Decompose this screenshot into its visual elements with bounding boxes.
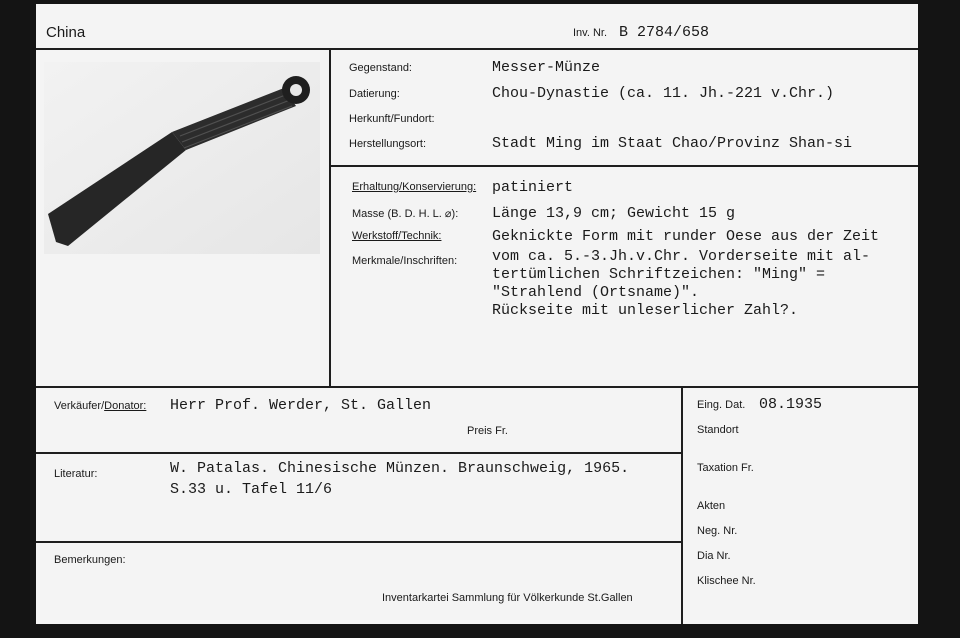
donator-label: Donator: bbox=[104, 400, 147, 412]
acquisition-divider bbox=[36, 452, 681, 454]
description-line: Geknickte Form mit runder Oese aus der Zeit bbox=[492, 228, 880, 245]
gegenstand-value: Messer-Münze bbox=[492, 59, 601, 76]
literature-divider bbox=[36, 541, 681, 543]
description-line: vom ca. 5.-3.Jh.v.Chr. Vorderseite mit al- bbox=[492, 248, 871, 265]
literatur-label: Literatur: bbox=[54, 468, 98, 480]
inv-number: B 2784/658 bbox=[619, 24, 710, 41]
neg-nr-label: Neg. Nr. bbox=[697, 525, 738, 537]
klischee-nr-label: Klischee Nr. bbox=[697, 575, 756, 587]
dia-nr-label: Dia Nr. bbox=[697, 550, 731, 562]
right-column-divider bbox=[681, 386, 683, 624]
preis-label: Preis Fr. bbox=[467, 425, 508, 437]
herkunft-label: Herkunft/Fundort: bbox=[349, 113, 435, 125]
photo-divider bbox=[329, 48, 331, 388]
description-line: Rückseite mit unleserlicher Zahl?. bbox=[492, 302, 799, 319]
masse-label: Masse (B. D. H. L. ⌀): bbox=[352, 208, 459, 220]
object-divider bbox=[329, 165, 918, 167]
taxation-label: Taxation Fr. bbox=[697, 462, 754, 474]
verkaeufer-value: Herr Prof. Werder, St. Gallen bbox=[170, 397, 432, 414]
object-photo bbox=[44, 62, 320, 254]
standort-label: Standort bbox=[697, 424, 739, 436]
main-divider bbox=[36, 386, 918, 388]
header-divider bbox=[36, 48, 918, 50]
description-line: tertümlichen Schriftzeichen: "Ming" = bbox=[492, 266, 826, 283]
card-footer: Inventarkartei Sammlung für Völkerkunde St.Gallen bbox=[382, 592, 633, 604]
erhaltung-label: Erhaltung/Konservierung: bbox=[352, 181, 477, 193]
verkaeufer-label-text: Verkäufer/ bbox=[54, 400, 105, 412]
herstellungsort-value: Stadt Ming im Staat Chao/Provinz Shan-si bbox=[492, 135, 853, 152]
merkmale-label: Merkmale/Inschriften: bbox=[352, 255, 458, 267]
literature-line: W. Patalas. Chinesische Münzen. Braunschweig, 1965. bbox=[170, 460, 630, 477]
herstellungsort-label: Herstellungsort: bbox=[349, 138, 427, 150]
knife-coin-image bbox=[44, 62, 320, 254]
eing-dat-label: Eing. Dat. bbox=[697, 399, 746, 411]
gegenstand-label: Gegenstand: bbox=[349, 62, 412, 74]
eing-dat-value: 08.1935 bbox=[759, 396, 823, 413]
verkaeufer-label bbox=[54, 400, 146, 412]
description-line: "Strahlend (Ortsname)". bbox=[492, 284, 700, 301]
datierung-label: Datierung: bbox=[349, 88, 400, 100]
country-label: China bbox=[46, 24, 86, 41]
literature-line: S.33 u. Tafel 11/6 bbox=[170, 481, 333, 498]
akten-label: Akten bbox=[697, 500, 726, 512]
werkstoff-label: Werkstoff/Technik: bbox=[352, 230, 442, 242]
masse-value: Länge 13,9 cm; Gewicht 15 g bbox=[492, 205, 736, 222]
inv-number-label: Inv. Nr. bbox=[573, 27, 608, 39]
inventory-card bbox=[36, 4, 918, 624]
erhaltung-value: patiniert bbox=[492, 179, 574, 196]
bemerkungen-label: Bemerkungen: bbox=[54, 554, 126, 566]
datierung-value: Chou-Dynastie (ca. 11. Jh.-221 v.Chr.) bbox=[492, 85, 835, 102]
